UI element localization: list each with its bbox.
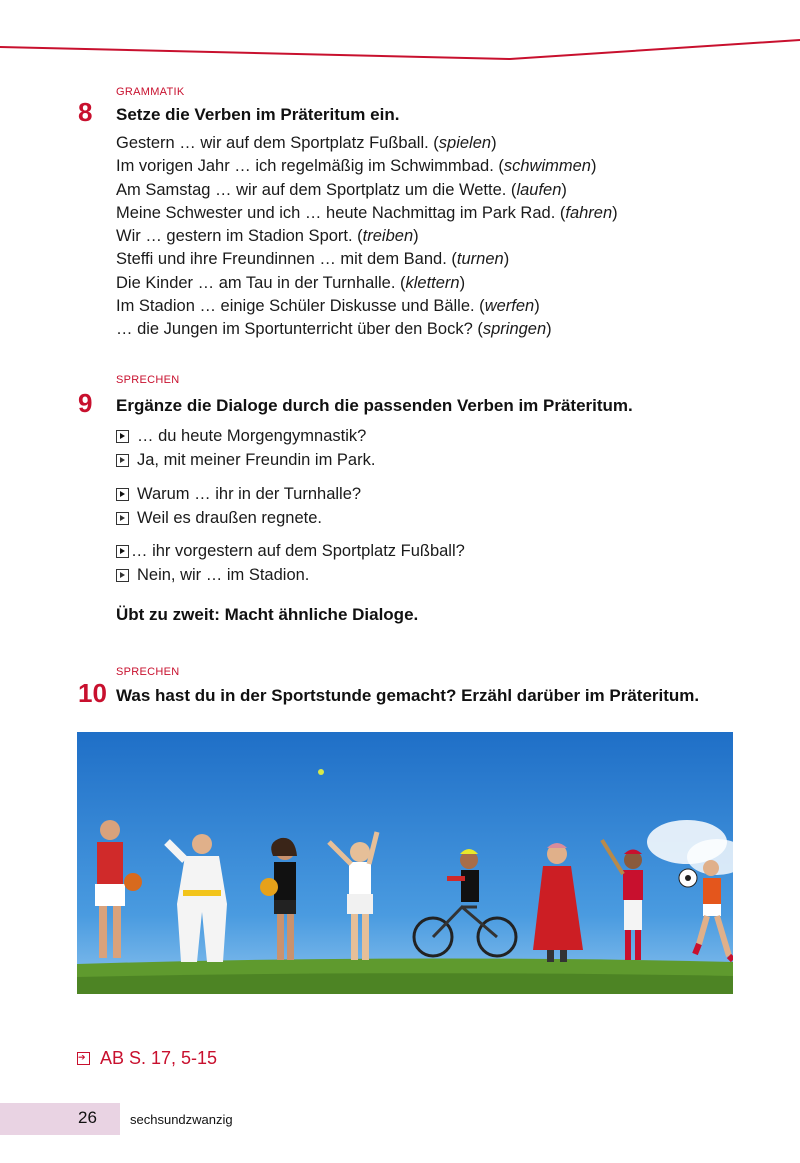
sentence-item: Meine Schwester und ich … heute Nachmittag im Park Rad. (fahren) — [116, 203, 618, 222]
sports-kids-photo — [77, 732, 733, 994]
speaker-b-icon — [116, 569, 129, 582]
sentence-item: Wir … gestern im Stadion Sport. (treiben) — [116, 227, 419, 246]
dialogue-question: Warum … ihr in der Turnhalle? — [116, 485, 361, 504]
dialogue-answer: Nein, wir … im Stadion. — [116, 566, 309, 585]
sentence-item: … die Jungen im Sportunterricht über den Bock? (springen) — [116, 320, 552, 339]
section-label-sprechen-10: SPRECHEN — [116, 666, 180, 678]
page-number-word: sechsundzwanzig — [130, 1112, 233, 1127]
sentence-item: Im vorigen Jahr … ich regelmäßig im Schwimmbad. (schwimmen) — [116, 157, 597, 176]
sentence-item: Steffi und ihre Freundinnen … mit dem Band. (turnen) — [116, 250, 510, 269]
dialogue-question: … ihr vorgestern auf dem Sportplatz Fußball? — [116, 542, 465, 561]
workbook-reference-text: AB S. 17, 5-15 — [100, 1048, 218, 1068]
sentence-item: Gestern … wir auf dem Sportplatz Fußball. (spielen) — [116, 134, 497, 152]
dialogue-question: … du heute Morgengymnastik? — [116, 427, 366, 446]
exercise-number-10: 10 — [78, 678, 107, 708]
exercise-number-8: 8 — [78, 97, 93, 127]
header-rule — [0, 0, 800, 70]
footer-bar — [0, 1103, 120, 1135]
section-label-grammatik: GRAMMATIK — [116, 86, 185, 98]
speaker-a-icon — [116, 488, 129, 501]
page-number: 26 — [78, 1108, 97, 1127]
sentence-item: Im Stadion … einige Schüler Diskusse und Bälle. (werfen) — [116, 297, 540, 316]
speaker-b-icon — [116, 512, 129, 525]
exercise-title-9: Ergänze die Dialoge durch die passenden Verben im Präteritum. — [116, 396, 633, 415]
section-label-sprechen: SPRECHEN — [116, 374, 180, 386]
dialogue-answer: Weil es draußen regnete. — [116, 509, 322, 528]
exercise-number-9: 9 — [78, 388, 93, 418]
sentence-list — [116, 132, 618, 342]
dialogue-answer: Ja, mit meiner Freundin im Park. — [116, 451, 375, 470]
exercise-title-10: Was hast du in der Sportstunde gemacht? Erzähl darüber im Präteritum. — [116, 686, 700, 705]
workbook-reference-link[interactable] — [77, 1048, 217, 1069]
sentence-item: Am Samstag … wir auf dem Sportplatz um die Wette. (laufen) — [116, 180, 567, 199]
arrow-box-icon — [77, 1052, 90, 1065]
pair-work-instruction: Übt zu zweit: Macht ähnliche Dialoge. — [116, 605, 419, 624]
speaker-a-icon — [116, 430, 129, 443]
sentence-item: Die Kinder … am Tau in der Turnhalle. (klettern) — [116, 273, 466, 292]
speaker-b-icon — [116, 454, 129, 467]
speaker-a-icon — [116, 545, 129, 558]
exercise-title-8: Setze die Verben im Präteritum ein. — [116, 105, 400, 124]
